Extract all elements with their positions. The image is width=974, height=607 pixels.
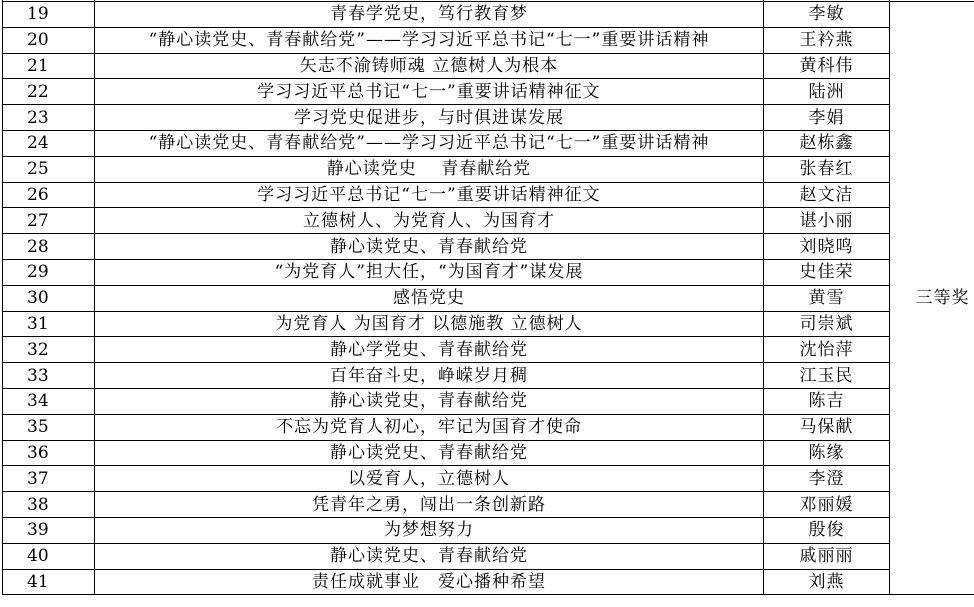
- author-cell: 谌小丽: [764, 208, 890, 234]
- row-number-cell: 38: [3, 492, 95, 518]
- essay-title-cell: 静心读党史 青春献给党: [95, 156, 764, 182]
- row-number-cell: 40: [3, 543, 95, 569]
- row-number-cell: 31: [3, 311, 95, 337]
- author-cell: 李敏: [764, 2, 890, 28]
- author-cell: 刘晓鸣: [764, 234, 890, 260]
- essay-title-cell: “静心读党史、青春献给党”——学习习近平总书记“七一”重要讲话精神: [95, 27, 764, 53]
- table-row: [3, 182, 974, 208]
- essay-title-cell: 静心读党史、青春献给党: [95, 234, 764, 260]
- author-cell: 殷俊: [764, 517, 890, 543]
- author-cell: 邓丽媛: [764, 492, 890, 518]
- author-cell: 赵文洁: [764, 182, 890, 208]
- essay-title-cell: 静心学党史、青春献给党: [95, 337, 764, 363]
- author-cell: 李娟: [764, 105, 890, 131]
- table-row: [3, 311, 974, 337]
- table-row: [3, 337, 974, 363]
- author-cell: 李澄: [764, 466, 890, 492]
- essay-title-cell: 静心读党史，青春献给党: [95, 388, 764, 414]
- table-row: [3, 27, 974, 53]
- row-number-cell: 36: [3, 440, 95, 466]
- row-number-cell: 33: [3, 363, 95, 389]
- table-row: [3, 363, 974, 389]
- award-table: [2, 0, 974, 595]
- author-cell: 马保献: [764, 414, 890, 440]
- row-number-cell: 34: [3, 388, 95, 414]
- essay-title-cell: 不忘为党育人初心，牢记为国育才使命: [95, 414, 764, 440]
- essay-title-cell: 静心读党史、青春献给党: [95, 543, 764, 569]
- row-number-cell: 20: [3, 27, 95, 53]
- table-row: [3, 414, 974, 440]
- author-cell: 江玉民: [764, 363, 890, 389]
- essay-title-cell: 为党育人 为国育才 以德施教 立德树人: [95, 311, 764, 337]
- award-level-cell: 三等奖: [890, 2, 974, 595]
- essay-title-cell: 学习党史促进步，与时俱进谋发展: [95, 105, 764, 131]
- award-table-body: [3, 0, 974, 595]
- author-cell: 赵栋鑫: [764, 130, 890, 156]
- author-cell: 沈怡萍: [764, 337, 890, 363]
- author-cell: 黄雪: [764, 285, 890, 311]
- table-row: [3, 543, 974, 569]
- essay-title-cell: “静心读党史、青春献给党”——学习习近平总书记“七一”重要讲话精神: [95, 130, 764, 156]
- table-row: [3, 388, 974, 414]
- table-row: [3, 79, 974, 105]
- table-row: [3, 130, 974, 156]
- table-row: [3, 492, 974, 518]
- table-row: [3, 517, 974, 543]
- row-number-cell: 23: [3, 105, 95, 131]
- row-number-cell: 22: [3, 79, 95, 105]
- table-row: [3, 53, 974, 79]
- essay-title-cell: 感悟党史: [95, 285, 764, 311]
- row-number-cell: 29: [3, 259, 95, 285]
- row-number-cell: 39: [3, 517, 95, 543]
- table-row: [3, 285, 974, 311]
- essay-title-cell: “为党育人”担大任，“为国育才”谋发展: [95, 259, 764, 285]
- row-number-cell: 32: [3, 337, 95, 363]
- table-row: [3, 569, 974, 595]
- essay-title-cell: 学习习近平总书记“七一”重要讲话精神征文: [95, 182, 764, 208]
- table-row: [3, 208, 974, 234]
- table-row: [3, 156, 974, 182]
- table-row: [3, 105, 974, 131]
- essay-title-cell: 百年奋斗史，峥嵘岁月稠: [95, 363, 764, 389]
- essay-title-cell: 以爱育人，立德树人: [95, 466, 764, 492]
- author-cell: 黄科伟: [764, 53, 890, 79]
- table-row: [3, 2, 974, 28]
- essay-title-cell: 凭青年之勇，闯出一条创新路: [95, 492, 764, 518]
- table-row: [3, 440, 974, 466]
- row-number-cell: 41: [3, 569, 95, 595]
- table-row: [3, 259, 974, 285]
- author-cell: 陈缘: [764, 440, 890, 466]
- row-number-cell: 21: [3, 53, 95, 79]
- essay-title-cell: 静心读党史、青春献给党: [95, 440, 764, 466]
- essay-title-cell: 立德树人、为党育人、为国育才: [95, 208, 764, 234]
- row-number-cell: 24: [3, 130, 95, 156]
- row-number-cell: 25: [3, 156, 95, 182]
- table-row: [3, 234, 974, 260]
- author-cell: 陆洲: [764, 79, 890, 105]
- essay-title-cell: 学习习近平总书记“七一”重要讲话精神征文: [95, 79, 764, 105]
- essay-title-cell: 责任成就事业 爱心播种希望: [95, 569, 764, 595]
- row-number-cell: 19: [3, 2, 95, 28]
- essay-title-cell: 青春学党史，笃行教育梦: [95, 2, 764, 28]
- row-number-cell: 37: [3, 466, 95, 492]
- row-number-cell: 35: [3, 414, 95, 440]
- author-cell: 戚丽丽: [764, 543, 890, 569]
- row-number-cell: 30: [3, 285, 95, 311]
- row-number-cell: 27: [3, 208, 95, 234]
- author-cell: 陈吉: [764, 388, 890, 414]
- author-cell: 刘燕: [764, 569, 890, 595]
- essay-title-cell: 为梦想努力: [95, 517, 764, 543]
- author-cell: 王衿燕: [764, 27, 890, 53]
- row-number-cell: 28: [3, 234, 95, 260]
- author-cell: 张春红: [764, 156, 890, 182]
- row-number-cell: 26: [3, 182, 95, 208]
- author-cell: 史佳荣: [764, 259, 890, 285]
- author-cell: 司崇斌: [764, 311, 890, 337]
- table-row: [3, 466, 974, 492]
- essay-title-cell: 矢志不渝铸师魂 立德树人为根本: [95, 53, 764, 79]
